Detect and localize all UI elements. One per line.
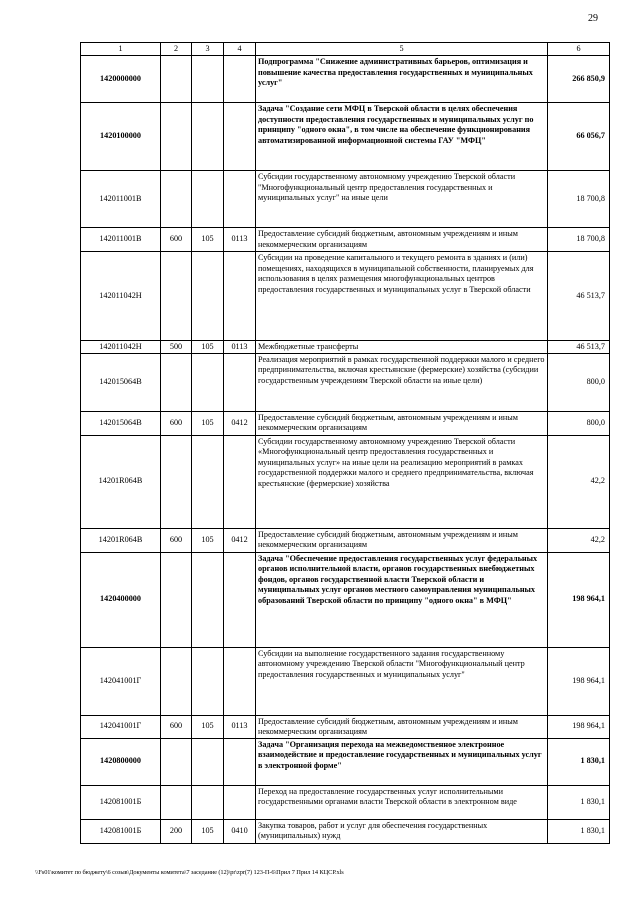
description-cell: Подпрограмма "Снижение административных барьеров, оптимизация и повышение качества предоставления государственных и муниципальных услуг" (256, 56, 548, 103)
subsection-cell (224, 103, 256, 171)
section-cell (192, 647, 224, 715)
table-row (81, 171, 610, 228)
code-cell: 142011042Н (81, 341, 161, 354)
amount-cell: 42,2 (548, 435, 610, 528)
code-cell: 142011001В (81, 228, 161, 252)
subsection-cell (224, 738, 256, 785)
section-cell (192, 171, 224, 228)
table-row (81, 228, 610, 252)
section-cell: 105 (192, 341, 224, 354)
description-cell: Закупка товаров, работ и услуг для обеспечения государственных (муниципальных) нужд (256, 819, 548, 843)
subsection-cell (224, 252, 256, 341)
amount-cell: 66 056,7 (548, 103, 610, 171)
code-cell: 142081001Б (81, 785, 161, 819)
table-row (81, 819, 610, 843)
subsection-cell: 0412 (224, 528, 256, 552)
amount-cell: 1 830,1 (548, 819, 610, 843)
table-row (81, 738, 610, 785)
description-cell: Субсидии на проведение капитального и текущего ремонта в зданиях и (или) помещениях, находящихся в муниципальной собственности, планируемых для использования в целях размещения многофункциональных центров предоставления государственных и муниципальных услуг в Тверской области (256, 252, 548, 341)
table-row (81, 103, 610, 171)
section-cell (192, 353, 224, 411)
subsection-cell: 0113 (224, 228, 256, 252)
section-cell (192, 435, 224, 528)
file-path-footer: \\Fs01\комитет по бюджету\6 созыв\Документы комитета\7 заседание (12)\pr\zpr(7) 123-П-6\Прил 7 Прил 14 КЦСР.xls (35, 869, 344, 876)
expense-type-cell (161, 552, 192, 647)
subsection-cell (224, 552, 256, 647)
expense-type-cell (161, 785, 192, 819)
description-cell: Задача "Обеспечение предоставления государственных услуг федеральных органов исполнительной власти, органов государственных внебюджетных фондов, органов государственной власти Тверской области и муниципальных услуг органов местного самоуправления муниципальных образований Тверской области по принципу "одного окна" в МФЦ" (256, 552, 548, 647)
code-cell: 142041001Г (81, 715, 161, 738)
expense-type-cell (161, 353, 192, 411)
col-header-3: 3 (192, 43, 224, 56)
code-cell: 142015064В (81, 353, 161, 411)
amount-cell: 18 700,8 (548, 228, 610, 252)
subsection-cell (224, 171, 256, 228)
code-cell: 142011001В (81, 171, 161, 228)
header-row (81, 43, 610, 56)
table-row (81, 552, 610, 647)
expense-type-cell: 200 (161, 819, 192, 843)
code-cell: 1420000000 (81, 56, 161, 103)
table-row (81, 647, 610, 715)
table-row (81, 715, 610, 738)
table-row (81, 56, 610, 103)
col-header-1: 1 (81, 43, 161, 56)
table-row (81, 785, 610, 819)
table-row (81, 435, 610, 528)
amount-cell: 1 830,1 (548, 785, 610, 819)
col-header-2: 2 (161, 43, 192, 56)
table-row (81, 353, 610, 411)
code-cell: 14201R064В (81, 435, 161, 528)
col-header-4: 4 (224, 43, 256, 56)
expense-type-cell (161, 647, 192, 715)
page-number: 29 (588, 13, 598, 24)
table-row (81, 252, 610, 341)
expense-type-cell: 600 (161, 715, 192, 738)
description-cell: Межбюджетные трансферты (256, 341, 548, 354)
amount-cell: 198 964,1 (548, 715, 610, 738)
section-cell (192, 738, 224, 785)
expense-type-cell: 600 (161, 528, 192, 552)
section-cell: 105 (192, 715, 224, 738)
expense-type-cell (161, 738, 192, 785)
amount-cell: 266 850,9 (548, 56, 610, 103)
description-cell: Переход на предоставление государственных услуг исполнительными государственными органами власти Тверской области в электронном виде (256, 785, 548, 819)
budget-table (80, 42, 610, 844)
section-cell (192, 552, 224, 647)
expense-type-cell (161, 252, 192, 341)
description-cell: Предоставление субсидий бюджетным, автономным учреждениям и иным некоммерческим организациям (256, 411, 548, 435)
code-cell: 14201R064В (81, 528, 161, 552)
section-cell: 105 (192, 819, 224, 843)
amount-cell: 18 700,8 (548, 171, 610, 228)
subsection-cell: 0113 (224, 715, 256, 738)
col-header-6: 6 (548, 43, 610, 56)
subsection-cell (224, 647, 256, 715)
table-row (81, 528, 610, 552)
code-cell: 142041001Г (81, 647, 161, 715)
code-cell: 1420800000 (81, 738, 161, 785)
table-body (81, 56, 610, 844)
description-cell: Субсидии на выполнение государственного задания государственному автономному учреждению Тверской области "Многофункциональный центр предоставления государственных и муниципальных услуг" (256, 647, 548, 715)
expense-type-cell (161, 171, 192, 228)
section-cell: 105 (192, 411, 224, 435)
amount-cell: 42,2 (548, 528, 610, 552)
code-cell: 142015064В (81, 411, 161, 435)
expense-type-cell (161, 56, 192, 103)
section-cell (192, 785, 224, 819)
expense-type-cell: 600 (161, 411, 192, 435)
expense-type-cell (161, 103, 192, 171)
code-cell: 1420400000 (81, 552, 161, 647)
code-cell: 1420100000 (81, 103, 161, 171)
amount-cell: 198 964,1 (548, 552, 610, 647)
table-row (81, 411, 610, 435)
description-cell: Субсидии государственному автономному учреждению Тверской области "Многофункциональный центр предоставления государственных и муниципальных услуг" на иные цели (256, 171, 548, 228)
col-header-5: 5 (256, 43, 548, 56)
amount-cell: 800,0 (548, 411, 610, 435)
subsection-cell (224, 785, 256, 819)
section-cell (192, 56, 224, 103)
subsection-cell (224, 353, 256, 411)
subsection-cell (224, 56, 256, 103)
expense-type-cell (161, 435, 192, 528)
amount-cell: 1 830,1 (548, 738, 610, 785)
description-cell: Реализация мероприятий в рамках государственной поддержки малого и среднего предпринимательства, включая крестьянские (фермерские) хозяйства (субсидии государственным учреждениям Тверской области на иные цели) (256, 353, 548, 411)
description-cell: Задача "Создание сети МФЦ в Тверской области в целях обеспечения доступности предоставления государственных и муниципальных услуг по принципу "одного окна", в том числе на обеспечение функционирования автоматизированной информационной системы ГАУ "МФЦ" (256, 103, 548, 171)
table-row (81, 341, 610, 354)
expense-type-cell: 500 (161, 341, 192, 354)
amount-cell: 198 964,1 (548, 647, 610, 715)
description-cell: Задача "Организация перехода на межведомственное электронное взаимодействие и предоставление государственных и муниципальных услуг в электронной форме" (256, 738, 548, 785)
amount-cell: 46 513,7 (548, 341, 610, 354)
subsection-cell: 0113 (224, 341, 256, 354)
code-cell: 142011042Н (81, 252, 161, 341)
description-cell: Субсидии государственному автономному учреждению Тверской области «Многофункциональный центр предоставления государственных и муниципальных услуг» на иные цели на реализацию мероприятий в рамках государственной поддержки малого и среднего предпринимательства, включая крестьянские (фермерские) хозяйства (256, 435, 548, 528)
subsection-cell: 0412 (224, 411, 256, 435)
section-cell: 105 (192, 228, 224, 252)
code-cell: 142081001Б (81, 819, 161, 843)
amount-cell: 800,0 (548, 353, 610, 411)
description-cell: Предоставление субсидий бюджетным, автономным учреждениям и иным некоммерческим организациям (256, 528, 548, 552)
subsection-cell (224, 435, 256, 528)
amount-cell: 46 513,7 (548, 252, 610, 341)
description-cell: Предоставление субсидий бюджетным, автономным учреждениям и иным некоммерческим организациям (256, 228, 548, 252)
subsection-cell: 0410 (224, 819, 256, 843)
description-cell: Предоставление субсидий бюджетным, автономным учреждениям и иным некоммерческим организациям (256, 715, 548, 738)
section-cell: 105 (192, 528, 224, 552)
section-cell (192, 103, 224, 171)
expense-type-cell: 600 (161, 228, 192, 252)
section-cell (192, 252, 224, 341)
